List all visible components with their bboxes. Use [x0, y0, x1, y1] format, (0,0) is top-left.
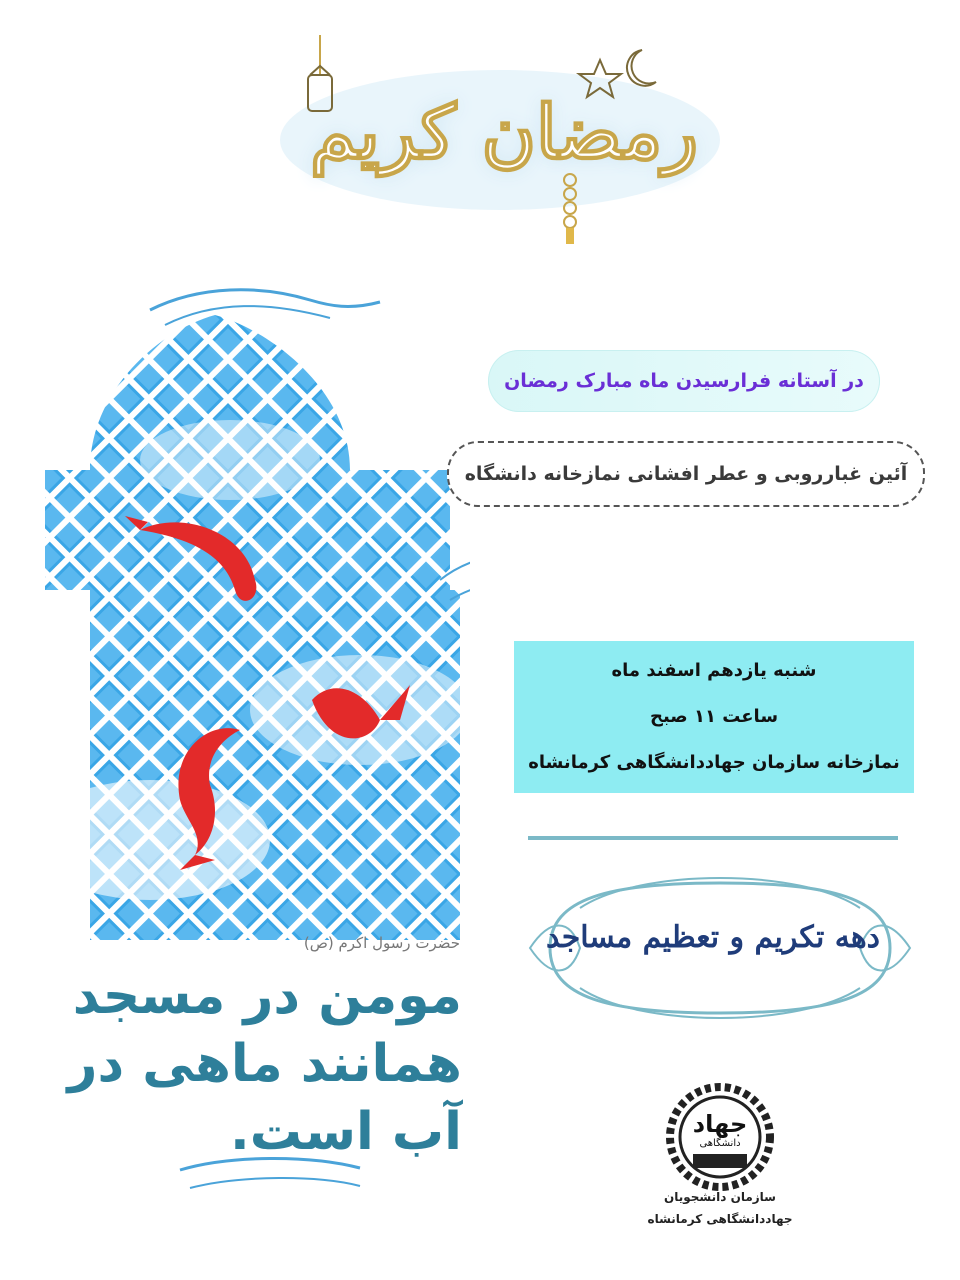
badge-calligraphy: دهه تکریم و تعظیم مساجد — [545, 920, 880, 955]
ramadan-title-art — [270, 30, 730, 250]
quote-line: آب است. — [230, 1102, 462, 1162]
org-name-line2: جهاددانشگاهی کرمانشاه — [647, 1212, 793, 1226]
hadith-quote — [40, 962, 462, 1166]
logo-subtitle: دانشگاهی — [699, 1138, 741, 1149]
event-banner: آئین غبارروبی و عطر افشانی نمازخانه دانشگاه — [447, 441, 925, 507]
mosque-window-illustration — [30, 280, 470, 940]
wave-decoration — [30, 1150, 470, 1220]
divider — [528, 836, 898, 840]
quote-line: مومن در مسجد — [72, 966, 462, 1026]
event-time: ساعت ۱۱ صبح — [649, 706, 779, 727]
quote-line: همانند ماهی در — [67, 1034, 462, 1094]
event-location: نمازخانه سازمان جهاددانشگاهی کرمانشاه — [528, 752, 900, 773]
event-date: شنبه یازدهم اسفند ماه — [611, 660, 817, 681]
ramadan-title: رمضان کریم — [310, 90, 699, 176]
intro-banner: در آستانه فرارسیدن ماه مبارک رمضان — [488, 350, 880, 412]
logo-title: جهاد — [692, 1110, 748, 1138]
mosques-decade-badge — [520, 848, 920, 1048]
org-name-line1: سازمان دانشجویان — [664, 1190, 776, 1204]
jahad-logo — [665, 1082, 775, 1192]
quote-attribution: حضرت رسول اکرم (ص) — [303, 934, 460, 952]
event-details-box — [514, 641, 914, 793]
